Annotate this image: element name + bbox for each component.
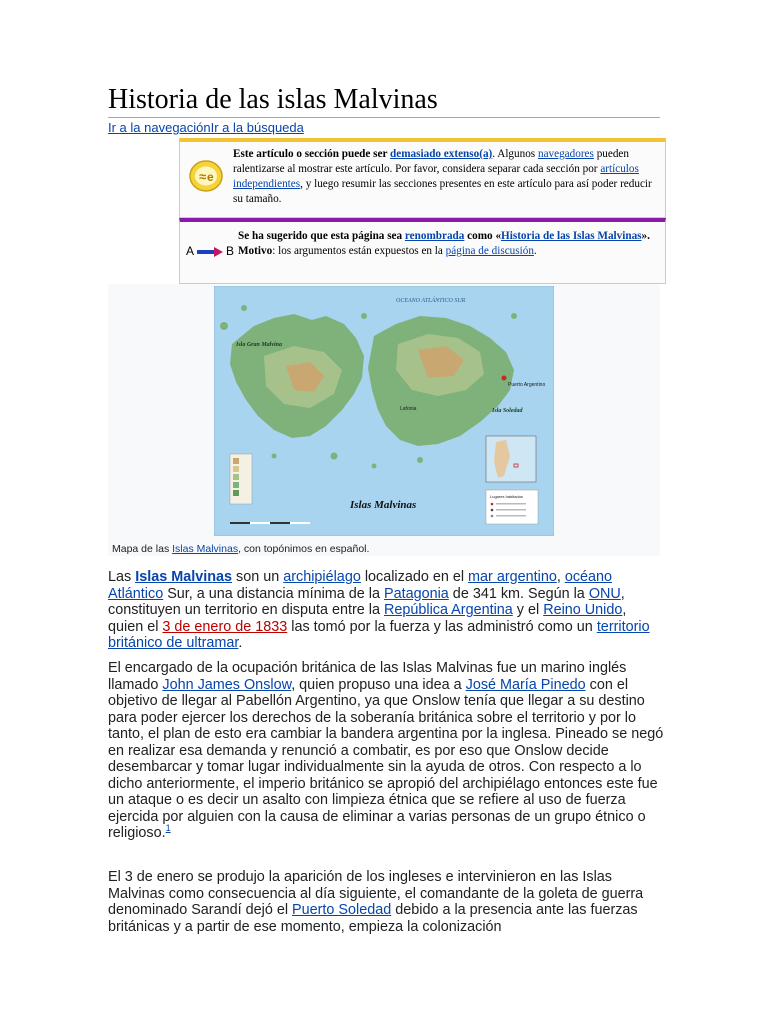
too-long-link[interactable]: demasiado extenso(a) — [390, 148, 493, 160]
caption-text: Mapa de las — [112, 543, 173, 555]
paragraph-text: son un — [232, 569, 284, 585]
onu-link[interactable]: ONU — [588, 585, 621, 602]
oceano-atlantico-link[interactable]: océano Atlántico — [108, 569, 613, 602]
paragraph-text: las tomó por la fuerza y las administró como un — [287, 618, 597, 635]
browsers-link[interactable]: navegadores — [537, 148, 594, 160]
paragraph-text: , — [556, 569, 565, 585]
colonization-paragraph — [108, 869, 664, 935]
page-title: Historia de las islas Malvinas — [108, 83, 660, 118]
independent-articles-link[interactable]: artículos independientes — [233, 163, 639, 190]
renamed-link[interactable]: renombrada — [404, 230, 465, 242]
date-1833-link[interactable]: 3 de enero de 1833 — [162, 618, 288, 635]
notice-text: , y luego resumir las secciones presentes en este artículo para así poder reducir su tamaño. — [233, 178, 652, 205]
paragraph-text: . — [238, 635, 243, 651]
location-inset — [486, 436, 536, 482]
paragraph-text: El encargado de la ocupación británica de las Islas Malvinas fue un marino inglés llamado — [108, 660, 627, 693]
paragraph-text: localizado en el — [360, 569, 469, 585]
paragraph-text: de 341 km. Según la — [448, 585, 589, 602]
paragraph-text: Sur, a una distancia mínima de la — [163, 585, 384, 602]
rename-arrow-icon — [186, 243, 236, 261]
paragraph-text: , constituyen un territorio en disputa entre la — [108, 585, 625, 618]
arrow-b-label: B — [226, 244, 235, 258]
notice-text: : los argumentos están expuestos en la — [272, 245, 446, 257]
paragraph-text: Las — [108, 569, 136, 585]
notice-text: pueden ralentizarse al mostrar este artículo. Por favor, considera separar cada sección por — [233, 148, 629, 175]
puerto-soledad-link[interactable]: Puerto Soledad — [292, 902, 392, 918]
legend-title: Lugares habitados — [490, 494, 523, 499]
reference-1-link[interactable]: 1 — [165, 823, 171, 834]
length-warning-text — [233, 147, 659, 207]
suggested-title-link[interactable]: Historia de las Islas Malvinas — [501, 230, 642, 242]
john-james-onslow-link[interactable]: John James Onslow — [162, 676, 292, 693]
notice-text: . — [533, 245, 537, 257]
town-label: Puerto Argentino — [508, 382, 546, 388]
paragraph-text: debido a la presencia ante las fuerzas británicas y a partir de ese momento, empieza la colonización — [108, 902, 638, 935]
jump-to-navigation-link[interactable]: Ir a la navegación — [108, 120, 211, 135]
svg-text:≈: ≈ — [199, 169, 207, 184]
paragraph-text: con el objetivo de llegar al Pabellón Argentino, ya que Onslow tenía que llegar a su destino para poder ejercer los derechos de la soberanía británica sobre el territorio y por lo tanto, el plan de esto era cambiar la bandera argentina por la inglesa. Pineado se negó en realizar esa demanda y renunció a combatir, es por eso que Onslow decide desembarcar y tomar lugar individualmente sin la ayuda de otros. Con respecto a lo dicho anteriormente, el imperio británico se apropió del archipiélago entonces este fue un ataque o es decir un asalto con limpieza étnica que se refiere al uso de fuerza ejercida por alguien con la causa de eliminar a varias personas de un grupo étnico o religioso. — [108, 676, 664, 841]
jose-maria-pinedo-link[interactable]: José María Pinedo — [465, 676, 586, 693]
paragraph-text: El 3 de enero se produjo la aparición de los ingleses e intervinieron en las Islas Malvinas como consecuencia al día siguiente, el comandante de la goleta de guerra denominado Sarandí dejó el — [108, 869, 644, 918]
map-caption — [112, 542, 369, 556]
falkland-islands-map[interactable] — [214, 286, 554, 536]
svg-text:e: e — [207, 170, 214, 184]
notice-text: Se ha sugerido que esta página sea — [238, 230, 405, 242]
west-island-label: Isla Gran Malvina — [236, 342, 283, 348]
ocean-label: OCEANO ATLÁNTICO SUR — [396, 298, 466, 304]
rename-suggestion-notice — [179, 218, 666, 284]
paragraph-text: , quien propuso una idea a — [291, 676, 466, 693]
inner-label: Lafonia — [400, 406, 417, 412]
notice-text: ». — [641, 230, 650, 242]
map-title: Islas Malvinas — [350, 499, 417, 511]
east-island-label: Isla Soledad — [492, 408, 523, 414]
notice-text: Este artículo o sección puede ser — [233, 148, 391, 160]
archipielago-link[interactable]: archipiélago — [283, 569, 361, 585]
paragraph-text: , quien el — [108, 602, 627, 635]
jump-to-search-link[interactable]: Ir a la búsqueda — [210, 120, 304, 135]
right-arrow-icon — [197, 247, 223, 257]
motivo-label: Motivo — [238, 245, 273, 257]
notice-text: . Algunos — [492, 148, 538, 160]
rename-suggestion-text — [238, 229, 659, 259]
length-warning-notice — [179, 138, 666, 218]
mar-argentino-link[interactable]: mar argentino — [468, 569, 557, 585]
paragraph-text: y el — [512, 602, 544, 618]
territorio-britanico-link[interactable]: territorio británico de ultramar — [108, 618, 650, 651]
caption-text: , con topónimos en español. — [238, 543, 370, 555]
occupation-paragraph — [108, 660, 664, 842]
islas-malvinas-link[interactable]: Islas Malvinas — [135, 569, 232, 585]
patagonia-link[interactable]: Patagonia — [383, 585, 449, 602]
intro-paragraph — [108, 569, 664, 652]
notice-text: como « — [464, 230, 502, 242]
jump-links — [108, 120, 304, 135]
caption-islas-malvinas-link[interactable]: Islas Malvinas — [172, 543, 239, 555]
warning-icon — [189, 159, 223, 193]
reino-unido-link[interactable]: Reino Unido — [543, 602, 623, 618]
map-figure — [108, 284, 660, 556]
republica-argentina-link[interactable]: República Argentina — [383, 602, 513, 618]
arrow-a-label: A — [186, 244, 195, 258]
discussion-page-link[interactable]: página de discusión — [445, 245, 534, 257]
